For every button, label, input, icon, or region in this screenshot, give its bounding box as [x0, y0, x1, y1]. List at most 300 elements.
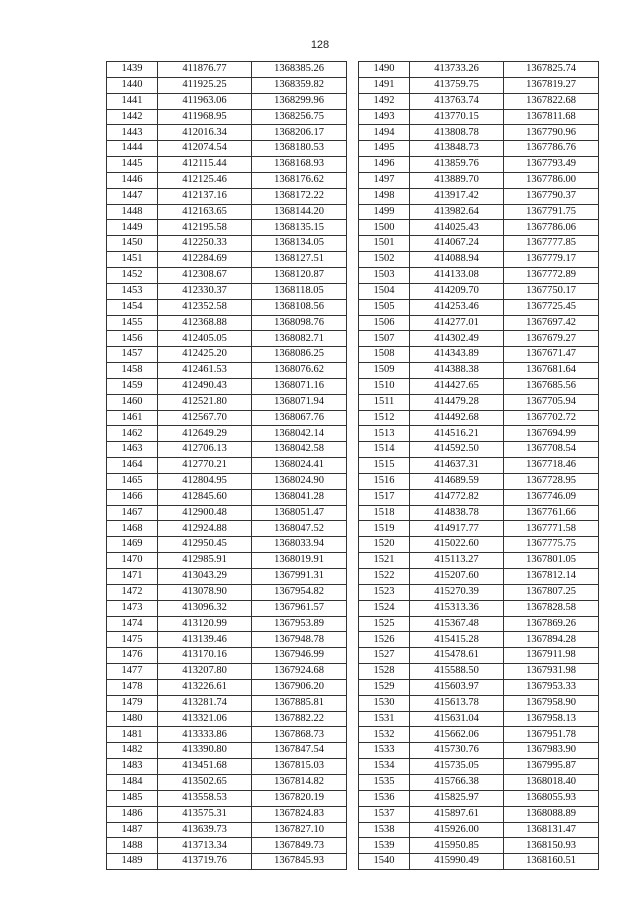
x-coordinate-cell: 415022.60	[410, 537, 504, 553]
y-coordinate-cell: 1368042.14	[252, 426, 347, 442]
y-coordinate-cell: 1367911.98	[504, 648, 599, 664]
table-row	[359, 695, 599, 711]
table-row	[107, 505, 347, 521]
point-number-cell: 1450	[107, 236, 158, 252]
y-coordinate-cell: 1367694.99	[504, 426, 599, 442]
table-row	[359, 93, 599, 109]
y-coordinate-cell: 1367814.82	[252, 774, 347, 790]
point-number-cell: 1533	[359, 743, 410, 759]
x-coordinate-cell: 412352.58	[158, 299, 252, 315]
point-number-cell: 1520	[359, 537, 410, 553]
x-coordinate-cell: 413390.80	[158, 743, 252, 759]
point-number-cell: 1509	[359, 363, 410, 379]
table-row	[107, 521, 347, 537]
table-row	[107, 489, 347, 505]
point-number-cell: 1531	[359, 711, 410, 727]
table-row	[107, 252, 347, 268]
point-number-cell: 1488	[107, 838, 158, 854]
y-coordinate-cell: 1367815.03	[252, 759, 347, 775]
point-number-cell: 1466	[107, 489, 158, 505]
table-row	[107, 743, 347, 759]
point-number-cell: 1471	[107, 569, 158, 585]
x-coordinate-cell: 415766.38	[410, 774, 504, 790]
y-coordinate-cell: 1367761.66	[504, 505, 599, 521]
table-row	[107, 125, 347, 141]
y-coordinate-cell: 1368051.47	[252, 505, 347, 521]
x-coordinate-cell: 415897.61	[410, 806, 504, 822]
table-row	[359, 632, 599, 648]
point-number-cell: 1442	[107, 109, 158, 125]
x-coordinate-cell: 411968.95	[158, 109, 252, 125]
x-coordinate-cell: 414343.89	[410, 347, 504, 363]
x-coordinate-cell: 415270.39	[410, 584, 504, 600]
point-number-cell: 1468	[107, 521, 158, 537]
x-coordinate-cell: 414067.24	[410, 236, 504, 252]
x-coordinate-cell: 411876.77	[158, 62, 252, 78]
table-row	[359, 220, 599, 236]
x-coordinate-cell: 412950.45	[158, 537, 252, 553]
table-row	[359, 267, 599, 283]
table-row	[359, 315, 599, 331]
point-number-cell: 1462	[107, 426, 158, 442]
table-row	[107, 759, 347, 775]
y-coordinate-cell: 1367847.54	[252, 743, 347, 759]
point-number-cell: 1490	[359, 62, 410, 78]
y-coordinate-cell: 1368082.71	[252, 331, 347, 347]
table-row	[107, 267, 347, 283]
table-row	[107, 299, 347, 315]
x-coordinate-cell: 413770.15	[410, 109, 504, 125]
table-row	[107, 378, 347, 394]
point-number-cell: 1512	[359, 410, 410, 426]
x-coordinate-cell: 413733.26	[410, 62, 504, 78]
x-coordinate-cell: 415588.50	[410, 664, 504, 680]
x-coordinate-cell: 415113.27	[410, 553, 504, 569]
point-number-cell: 1451	[107, 252, 158, 268]
y-coordinate-cell: 1368108.56	[252, 299, 347, 315]
x-coordinate-cell: 412016.34	[158, 125, 252, 141]
y-coordinate-cell: 1368144.20	[252, 204, 347, 220]
y-coordinate-cell: 1367869.26	[504, 616, 599, 632]
y-coordinate-cell: 1367728.95	[504, 473, 599, 489]
point-number-cell: 1496	[359, 157, 410, 173]
point-number-cell: 1517	[359, 489, 410, 505]
y-coordinate-cell: 1367924.68	[252, 664, 347, 680]
point-number-cell: 1469	[107, 537, 158, 553]
x-coordinate-cell: 413043.29	[158, 569, 252, 585]
y-coordinate-cell: 1367948.78	[252, 632, 347, 648]
point-number-cell: 1455	[107, 315, 158, 331]
x-coordinate-cell: 412900.48	[158, 505, 252, 521]
point-number-cell: 1445	[107, 157, 158, 173]
table-row	[107, 410, 347, 426]
x-coordinate-cell: 412074.54	[158, 141, 252, 157]
point-number-cell: 1508	[359, 347, 410, 363]
y-coordinate-cell: 1367790.96	[504, 125, 599, 141]
x-coordinate-cell: 415662.06	[410, 727, 504, 743]
y-coordinate-cell: 1367991.31	[252, 569, 347, 585]
point-number-cell: 1523	[359, 584, 410, 600]
y-coordinate-cell: 1367801.05	[504, 553, 599, 569]
point-number-cell: 1491	[359, 77, 410, 93]
y-coordinate-cell: 1367885.81	[252, 695, 347, 711]
x-coordinate-cell: 414516.21	[410, 426, 504, 442]
x-coordinate-cell: 414025.43	[410, 220, 504, 236]
point-number-cell: 1513	[359, 426, 410, 442]
point-number-cell: 1514	[359, 442, 410, 458]
x-coordinate-cell: 413859.76	[410, 157, 504, 173]
table-row	[359, 854, 599, 870]
point-number-cell: 1495	[359, 141, 410, 157]
point-number-cell: 1458	[107, 363, 158, 379]
x-coordinate-cell: 414388.38	[410, 363, 504, 379]
table-row	[107, 553, 347, 569]
table-row	[107, 236, 347, 252]
point-number-cell: 1441	[107, 93, 158, 109]
x-coordinate-cell: 415367.48	[410, 616, 504, 632]
x-coordinate-cell: 412250.33	[158, 236, 252, 252]
x-coordinate-cell: 412770.21	[158, 458, 252, 474]
table-row	[359, 204, 599, 220]
x-coordinate-cell: 415730.76	[410, 743, 504, 759]
point-number-cell: 1444	[107, 141, 158, 157]
y-coordinate-cell: 1368385.26	[252, 62, 347, 78]
y-coordinate-cell: 1368024.90	[252, 473, 347, 489]
point-number-cell: 1536	[359, 790, 410, 806]
coordinates-table-right	[358, 61, 599, 870]
table-row	[359, 62, 599, 78]
y-coordinate-cell: 1368359.82	[252, 77, 347, 93]
y-coordinate-cell: 1368033.94	[252, 537, 347, 553]
y-coordinate-cell: 1368172.22	[252, 188, 347, 204]
y-coordinate-cell: 1367786.06	[504, 220, 599, 236]
table-row	[359, 489, 599, 505]
table-row	[359, 569, 599, 585]
table-row	[107, 77, 347, 93]
point-number-cell: 1464	[107, 458, 158, 474]
y-coordinate-cell: 1368160.51	[504, 854, 599, 870]
y-coordinate-cell: 1368206.17	[252, 125, 347, 141]
point-number-cell: 1483	[107, 759, 158, 775]
y-coordinate-cell: 1367771.58	[504, 521, 599, 537]
point-number-cell: 1535	[359, 774, 410, 790]
x-coordinate-cell: 413917.42	[410, 188, 504, 204]
x-coordinate-cell: 413639.73	[158, 822, 252, 838]
y-coordinate-cell: 1367702.72	[504, 410, 599, 426]
table-row	[359, 600, 599, 616]
x-coordinate-cell: 412115.44	[158, 157, 252, 173]
y-coordinate-cell: 1367779.17	[504, 252, 599, 268]
point-number-cell: 1465	[107, 473, 158, 489]
y-coordinate-cell: 1367824.83	[252, 806, 347, 822]
point-number-cell: 1485	[107, 790, 158, 806]
point-number-cell: 1522	[359, 569, 410, 585]
page-number: 128	[310, 39, 330, 51]
y-coordinate-cell: 1367995.87	[504, 759, 599, 775]
table-row	[359, 426, 599, 442]
point-number-cell: 1532	[359, 727, 410, 743]
table-row	[107, 711, 347, 727]
x-coordinate-cell: 412368.88	[158, 315, 252, 331]
x-coordinate-cell: 412425.20	[158, 347, 252, 363]
table-row	[359, 252, 599, 268]
y-coordinate-cell: 1367958.90	[504, 695, 599, 711]
y-coordinate-cell: 1367882.22	[252, 711, 347, 727]
table-row	[359, 711, 599, 727]
table-row	[107, 458, 347, 474]
x-coordinate-cell: 412567.70	[158, 410, 252, 426]
point-number-cell: 1481	[107, 727, 158, 743]
y-coordinate-cell: 1367845.93	[252, 854, 347, 870]
y-coordinate-cell: 1367746.09	[504, 489, 599, 505]
point-number-cell: 1459	[107, 378, 158, 394]
x-coordinate-cell: 412649.29	[158, 426, 252, 442]
point-number-cell: 1493	[359, 109, 410, 125]
y-coordinate-cell: 1367750.17	[504, 283, 599, 299]
x-coordinate-cell: 413889.70	[410, 172, 504, 188]
x-coordinate-cell: 412706.13	[158, 442, 252, 458]
point-number-cell: 1453	[107, 283, 158, 299]
coordinates-table-left	[106, 61, 347, 870]
point-number-cell: 1511	[359, 394, 410, 410]
y-coordinate-cell: 1368118.05	[252, 283, 347, 299]
y-coordinate-cell: 1367983.90	[504, 743, 599, 759]
table-row	[359, 363, 599, 379]
x-coordinate-cell: 413848.73	[410, 141, 504, 157]
x-coordinate-cell: 414302.49	[410, 331, 504, 347]
point-number-cell: 1538	[359, 822, 410, 838]
point-number-cell: 1446	[107, 172, 158, 188]
table-row	[359, 410, 599, 426]
table-row	[359, 727, 599, 743]
y-coordinate-cell: 1368168.93	[252, 157, 347, 173]
table-row	[359, 125, 599, 141]
table-row	[107, 600, 347, 616]
y-coordinate-cell: 1367958.13	[504, 711, 599, 727]
y-coordinate-cell: 1367868.73	[252, 727, 347, 743]
table-row	[359, 394, 599, 410]
table-row	[359, 553, 599, 569]
y-coordinate-cell: 1367961.57	[252, 600, 347, 616]
x-coordinate-cell: 415415.28	[410, 632, 504, 648]
table-row	[107, 854, 347, 870]
table-row	[107, 347, 347, 363]
table-row	[107, 442, 347, 458]
x-coordinate-cell: 414689.59	[410, 473, 504, 489]
point-number-cell: 1530	[359, 695, 410, 711]
point-number-cell: 1443	[107, 125, 158, 141]
y-coordinate-cell: 1368067.76	[252, 410, 347, 426]
table-row	[107, 806, 347, 822]
table-row	[107, 473, 347, 489]
x-coordinate-cell: 415207.60	[410, 569, 504, 585]
point-number-cell: 1480	[107, 711, 158, 727]
y-coordinate-cell: 1367894.28	[504, 632, 599, 648]
y-coordinate-cell: 1367828.58	[504, 600, 599, 616]
point-number-cell: 1497	[359, 172, 410, 188]
x-coordinate-cell: 412924.88	[158, 521, 252, 537]
table-row	[359, 505, 599, 521]
x-coordinate-cell: 412308.67	[158, 267, 252, 283]
x-coordinate-cell: 413982.64	[410, 204, 504, 220]
x-coordinate-cell: 413719.76	[158, 854, 252, 870]
y-coordinate-cell: 1368098.76	[252, 315, 347, 331]
x-coordinate-cell: 413759.75	[410, 77, 504, 93]
table-row	[107, 790, 347, 806]
y-coordinate-cell: 1367849.73	[252, 838, 347, 854]
y-coordinate-cell: 1368299.96	[252, 93, 347, 109]
table-row	[107, 537, 347, 553]
point-number-cell: 1457	[107, 347, 158, 363]
x-coordinate-cell: 413575.31	[158, 806, 252, 822]
y-coordinate-cell: 1367777.85	[504, 236, 599, 252]
y-coordinate-cell: 1368127.51	[252, 252, 347, 268]
y-coordinate-cell: 1367790.37	[504, 188, 599, 204]
x-coordinate-cell: 414917.77	[410, 521, 504, 537]
table-row	[359, 822, 599, 838]
y-coordinate-cell: 1367951.78	[504, 727, 599, 743]
y-coordinate-cell: 1368024.41	[252, 458, 347, 474]
y-coordinate-cell: 1367931.98	[504, 664, 599, 680]
point-number-cell: 1534	[359, 759, 410, 775]
x-coordinate-cell: 414772.82	[410, 489, 504, 505]
point-number-cell: 1498	[359, 188, 410, 204]
x-coordinate-cell: 412461.53	[158, 363, 252, 379]
point-number-cell: 1539	[359, 838, 410, 854]
table-row	[359, 331, 599, 347]
x-coordinate-cell: 414592.50	[410, 442, 504, 458]
point-number-cell: 1447	[107, 188, 158, 204]
table-row	[107, 648, 347, 664]
point-number-cell: 1504	[359, 283, 410, 299]
point-number-cell: 1473	[107, 600, 158, 616]
x-coordinate-cell: 415825.97	[410, 790, 504, 806]
table-row	[107, 62, 347, 78]
table-row	[107, 727, 347, 743]
point-number-cell: 1501	[359, 236, 410, 252]
point-number-cell: 1503	[359, 267, 410, 283]
table-row	[107, 141, 347, 157]
table-row	[107, 157, 347, 173]
x-coordinate-cell: 413226.61	[158, 679, 252, 695]
x-coordinate-cell: 413763.74	[410, 93, 504, 109]
table-row	[359, 109, 599, 125]
point-number-cell: 1478	[107, 679, 158, 695]
point-number-cell: 1482	[107, 743, 158, 759]
x-coordinate-cell: 411925.25	[158, 77, 252, 93]
x-coordinate-cell: 413808.78	[410, 125, 504, 141]
x-coordinate-cell: 414427.65	[410, 378, 504, 394]
table-row	[359, 759, 599, 775]
x-coordinate-cell: 413078.90	[158, 584, 252, 600]
table-row	[107, 188, 347, 204]
point-number-cell: 1476	[107, 648, 158, 664]
table-row	[107, 220, 347, 236]
y-coordinate-cell: 1368076.62	[252, 363, 347, 379]
x-coordinate-cell: 414492.68	[410, 410, 504, 426]
y-coordinate-cell: 1368120.87	[252, 267, 347, 283]
x-coordinate-cell: 414479.28	[410, 394, 504, 410]
x-coordinate-cell: 412125.46	[158, 172, 252, 188]
table-row	[359, 473, 599, 489]
y-coordinate-cell: 1367827.10	[252, 822, 347, 838]
x-coordinate-cell: 412284.69	[158, 252, 252, 268]
point-number-cell: 1454	[107, 299, 158, 315]
x-coordinate-cell: 414277.01	[410, 315, 504, 331]
table-row	[359, 664, 599, 680]
y-coordinate-cell: 1368131.47	[504, 822, 599, 838]
table-row	[359, 299, 599, 315]
point-number-cell: 1527	[359, 648, 410, 664]
point-number-cell: 1529	[359, 679, 410, 695]
point-number-cell: 1502	[359, 252, 410, 268]
y-coordinate-cell: 1368150.93	[504, 838, 599, 854]
point-number-cell: 1499	[359, 204, 410, 220]
x-coordinate-cell: 412985.91	[158, 553, 252, 569]
table-row	[359, 838, 599, 854]
table-row	[107, 93, 347, 109]
y-coordinate-cell: 1368086.25	[252, 347, 347, 363]
y-coordinate-cell: 1368019.91	[252, 553, 347, 569]
x-coordinate-cell: 412490.43	[158, 378, 252, 394]
point-number-cell: 1479	[107, 695, 158, 711]
y-coordinate-cell: 1367786.76	[504, 141, 599, 157]
table-row	[107, 664, 347, 680]
x-coordinate-cell: 415313.36	[410, 600, 504, 616]
table-row	[359, 378, 599, 394]
x-coordinate-cell: 413451.68	[158, 759, 252, 775]
y-coordinate-cell: 1367954.82	[252, 584, 347, 600]
point-number-cell: 1472	[107, 584, 158, 600]
x-coordinate-cell: 413170.16	[158, 648, 252, 664]
table-row	[359, 157, 599, 173]
x-coordinate-cell: 413502.65	[158, 774, 252, 790]
y-coordinate-cell: 1367772.89	[504, 267, 599, 283]
table-row	[107, 172, 347, 188]
x-coordinate-cell: 413713.34	[158, 838, 252, 854]
x-coordinate-cell: 415631.04	[410, 711, 504, 727]
point-number-cell: 1506	[359, 315, 410, 331]
y-coordinate-cell: 1367820.19	[252, 790, 347, 806]
table-row	[359, 584, 599, 600]
table-row	[107, 315, 347, 331]
table-row	[359, 172, 599, 188]
y-coordinate-cell: 1368047.52	[252, 521, 347, 537]
table-row	[107, 822, 347, 838]
point-number-cell: 1475	[107, 632, 158, 648]
point-number-cell: 1516	[359, 473, 410, 489]
point-number-cell: 1524	[359, 600, 410, 616]
y-coordinate-cell: 1367793.49	[504, 157, 599, 173]
table-row	[359, 442, 599, 458]
y-coordinate-cell: 1367786.00	[504, 172, 599, 188]
x-coordinate-cell: 415735.05	[410, 759, 504, 775]
x-coordinate-cell: 413333.86	[158, 727, 252, 743]
point-number-cell: 1492	[359, 93, 410, 109]
table-row	[107, 695, 347, 711]
table-row	[359, 458, 599, 474]
y-coordinate-cell: 1367671.47	[504, 347, 599, 363]
table-row	[107, 204, 347, 220]
point-number-cell: 1461	[107, 410, 158, 426]
x-coordinate-cell: 414088.94	[410, 252, 504, 268]
x-coordinate-cell: 415926.00	[410, 822, 504, 838]
y-coordinate-cell: 1367953.33	[504, 679, 599, 695]
point-number-cell: 1474	[107, 616, 158, 632]
table-row	[107, 331, 347, 347]
table-row	[107, 109, 347, 125]
table-row	[107, 632, 347, 648]
